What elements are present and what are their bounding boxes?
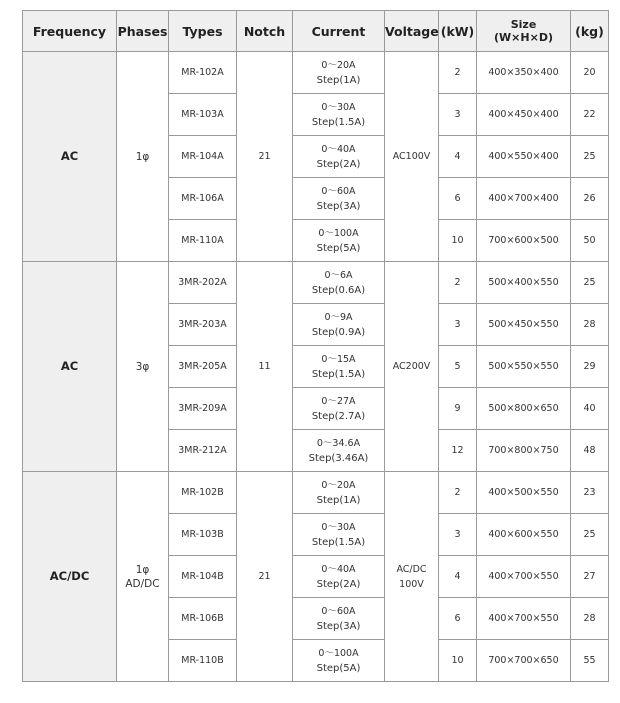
phases-cell bbox=[117, 52, 169, 262]
frequency-cell: AC bbox=[23, 52, 117, 262]
current-step: Step(3A) bbox=[316, 200, 361, 212]
kg-cell: 29 bbox=[571, 346, 609, 388]
kg-cell: 40 bbox=[571, 388, 609, 430]
voltage-cell bbox=[385, 472, 439, 682]
phases-line: 3φ bbox=[135, 360, 150, 373]
type-cell: 3MR-203A bbox=[169, 304, 237, 346]
current-step: Step(2.7A) bbox=[311, 410, 366, 422]
kg-cell: 50 bbox=[571, 220, 609, 262]
kw-cell: 4 bbox=[439, 556, 477, 598]
table-row bbox=[23, 472, 609, 514]
current-cell bbox=[293, 514, 385, 556]
current-cell bbox=[293, 220, 385, 262]
size-cell: 400×350×400 bbox=[477, 52, 571, 94]
voltage-line: AC/DC bbox=[396, 563, 427, 575]
kw-cell: 12 bbox=[439, 430, 477, 472]
current-cell bbox=[293, 94, 385, 136]
current-step: Step(1.5A) bbox=[311, 116, 366, 128]
kw-cell: 6 bbox=[439, 178, 477, 220]
table-body bbox=[23, 52, 609, 682]
size-cell: 400×550×400 bbox=[477, 136, 571, 178]
size-cell: 400×500×550 bbox=[477, 472, 571, 514]
current-range: 0〜40A bbox=[321, 563, 356, 575]
current-range: 0〜60A bbox=[321, 185, 356, 197]
current-cell bbox=[293, 388, 385, 430]
current-range: 0〜30A bbox=[321, 521, 356, 533]
current-step: Step(3A) bbox=[316, 620, 361, 632]
kw-cell: 10 bbox=[439, 220, 477, 262]
type-cell: MR-106B bbox=[169, 598, 237, 640]
kg-cell: 55 bbox=[571, 640, 609, 682]
current-cell bbox=[293, 640, 385, 682]
phases-cell bbox=[117, 472, 169, 682]
header-notch: Notch bbox=[237, 11, 293, 52]
voltage-cell bbox=[385, 52, 439, 262]
type-cell: MR-104B bbox=[169, 556, 237, 598]
type-cell: MR-106A bbox=[169, 178, 237, 220]
kg-cell: 23 bbox=[571, 472, 609, 514]
size-cell: 400×450×400 bbox=[477, 94, 571, 136]
kg-cell: 20 bbox=[571, 52, 609, 94]
kw-cell: 5 bbox=[439, 346, 477, 388]
current-cell bbox=[293, 304, 385, 346]
table-row bbox=[23, 52, 609, 94]
size-cell: 500×800×650 bbox=[477, 388, 571, 430]
current-range: 0〜15A bbox=[321, 353, 356, 365]
type-cell: MR-103A bbox=[169, 94, 237, 136]
kw-cell: 3 bbox=[439, 514, 477, 556]
type-cell: MR-110B bbox=[169, 640, 237, 682]
notch-cell: 11 bbox=[237, 262, 293, 472]
current-step: Step(5A) bbox=[316, 662, 361, 674]
header-phases: Phases bbox=[117, 11, 169, 52]
current-cell bbox=[293, 430, 385, 472]
current-range: 0〜20A bbox=[321, 59, 356, 71]
kw-cell: 4 bbox=[439, 136, 477, 178]
type-cell: 3MR-212A bbox=[169, 430, 237, 472]
frequency-cell: AC bbox=[23, 262, 117, 472]
current-cell bbox=[293, 556, 385, 598]
frequency-cell: AC/DC bbox=[23, 472, 117, 682]
size-cell: 700×700×650 bbox=[477, 640, 571, 682]
current-range: 0〜30A bbox=[321, 101, 356, 113]
type-cell: MR-102B bbox=[169, 472, 237, 514]
spec-table bbox=[22, 10, 609, 682]
current-range: 0〜6A bbox=[324, 269, 353, 281]
header-frequency: Frequency bbox=[23, 11, 117, 52]
table-row bbox=[23, 262, 609, 304]
kw-cell: 3 bbox=[439, 304, 477, 346]
header-size-dims: (W×H×D) bbox=[494, 31, 553, 44]
current-cell bbox=[293, 52, 385, 94]
voltage-line: 100V bbox=[399, 578, 424, 590]
phases-line: 1φ bbox=[135, 563, 150, 576]
current-cell bbox=[293, 472, 385, 514]
type-cell: 3MR-202A bbox=[169, 262, 237, 304]
phases-cell bbox=[117, 262, 169, 472]
current-step: Step(5A) bbox=[316, 242, 361, 254]
header-kw: (kW) bbox=[439, 11, 477, 52]
size-cell: 400×600×550 bbox=[477, 514, 571, 556]
phases-line: AD/DC bbox=[125, 577, 160, 590]
kw-cell: 10 bbox=[439, 640, 477, 682]
header-size-label: Size bbox=[510, 18, 537, 31]
current-step: Step(1.5A) bbox=[311, 536, 366, 548]
current-step: Step(1A) bbox=[316, 494, 361, 506]
type-cell: 3MR-205A bbox=[169, 346, 237, 388]
voltage-line: AC100V bbox=[392, 151, 431, 162]
current-step: Step(1A) bbox=[316, 74, 361, 86]
kg-cell: 25 bbox=[571, 136, 609, 178]
kw-cell: 2 bbox=[439, 472, 477, 514]
current-range: 0〜100A bbox=[318, 647, 359, 659]
size-cell: 400×700×550 bbox=[477, 556, 571, 598]
phases-line: 1φ bbox=[135, 150, 150, 163]
current-step: Step(2A) bbox=[316, 578, 361, 590]
kg-cell: 22 bbox=[571, 94, 609, 136]
type-cell: MR-110A bbox=[169, 220, 237, 262]
current-cell bbox=[293, 598, 385, 640]
voltage-cell bbox=[385, 262, 439, 472]
kw-cell: 6 bbox=[439, 598, 477, 640]
header-kg: (kg) bbox=[571, 11, 609, 52]
kg-cell: 48 bbox=[571, 430, 609, 472]
notch-cell: 21 bbox=[237, 52, 293, 262]
current-range: 0〜100A bbox=[318, 227, 359, 239]
notch-cell: 21 bbox=[237, 472, 293, 682]
current-step: Step(2A) bbox=[316, 158, 361, 170]
current-range: 0〜34.6A bbox=[316, 437, 361, 449]
kw-cell: 3 bbox=[439, 94, 477, 136]
kg-cell: 25 bbox=[571, 262, 609, 304]
current-range: 0〜20A bbox=[321, 479, 356, 491]
size-cell: 500×450×550 bbox=[477, 304, 571, 346]
type-cell: 3MR-209A bbox=[169, 388, 237, 430]
size-cell: 500×550×550 bbox=[477, 346, 571, 388]
current-cell bbox=[293, 262, 385, 304]
current-step: Step(0.6A) bbox=[311, 284, 366, 296]
header-current: Current bbox=[293, 11, 385, 52]
header-size bbox=[477, 11, 571, 52]
size-cell: 500×400×550 bbox=[477, 262, 571, 304]
type-cell: MR-102A bbox=[169, 52, 237, 94]
voltage-line: AC200V bbox=[392, 361, 431, 372]
kg-cell: 25 bbox=[571, 514, 609, 556]
current-step: Step(1.5A) bbox=[311, 368, 366, 380]
current-range: 0〜40A bbox=[321, 143, 356, 155]
kg-cell: 26 bbox=[571, 178, 609, 220]
current-range: 0〜27A bbox=[321, 395, 356, 407]
current-step: Step(0.9A) bbox=[311, 326, 366, 338]
current-cell bbox=[293, 136, 385, 178]
size-cell: 400×700×400 bbox=[477, 178, 571, 220]
kw-cell: 2 bbox=[439, 262, 477, 304]
kg-cell: 27 bbox=[571, 556, 609, 598]
kw-cell: 2 bbox=[439, 52, 477, 94]
type-cell: MR-104A bbox=[169, 136, 237, 178]
current-cell bbox=[293, 178, 385, 220]
current-cell bbox=[293, 346, 385, 388]
kw-cell: 9 bbox=[439, 388, 477, 430]
header-row bbox=[23, 11, 609, 52]
size-cell: 700×600×500 bbox=[477, 220, 571, 262]
kg-cell: 28 bbox=[571, 304, 609, 346]
type-cell: MR-103B bbox=[169, 514, 237, 556]
current-range: 0〜60A bbox=[321, 605, 356, 617]
current-range: 0〜9A bbox=[324, 311, 353, 323]
header-voltage: Voltage bbox=[385, 11, 439, 52]
current-step: Step(3.46A) bbox=[308, 452, 369, 464]
size-cell: 700×800×750 bbox=[477, 430, 571, 472]
kg-cell: 28 bbox=[571, 598, 609, 640]
header-types: Types bbox=[169, 11, 237, 52]
size-cell: 400×700×550 bbox=[477, 598, 571, 640]
